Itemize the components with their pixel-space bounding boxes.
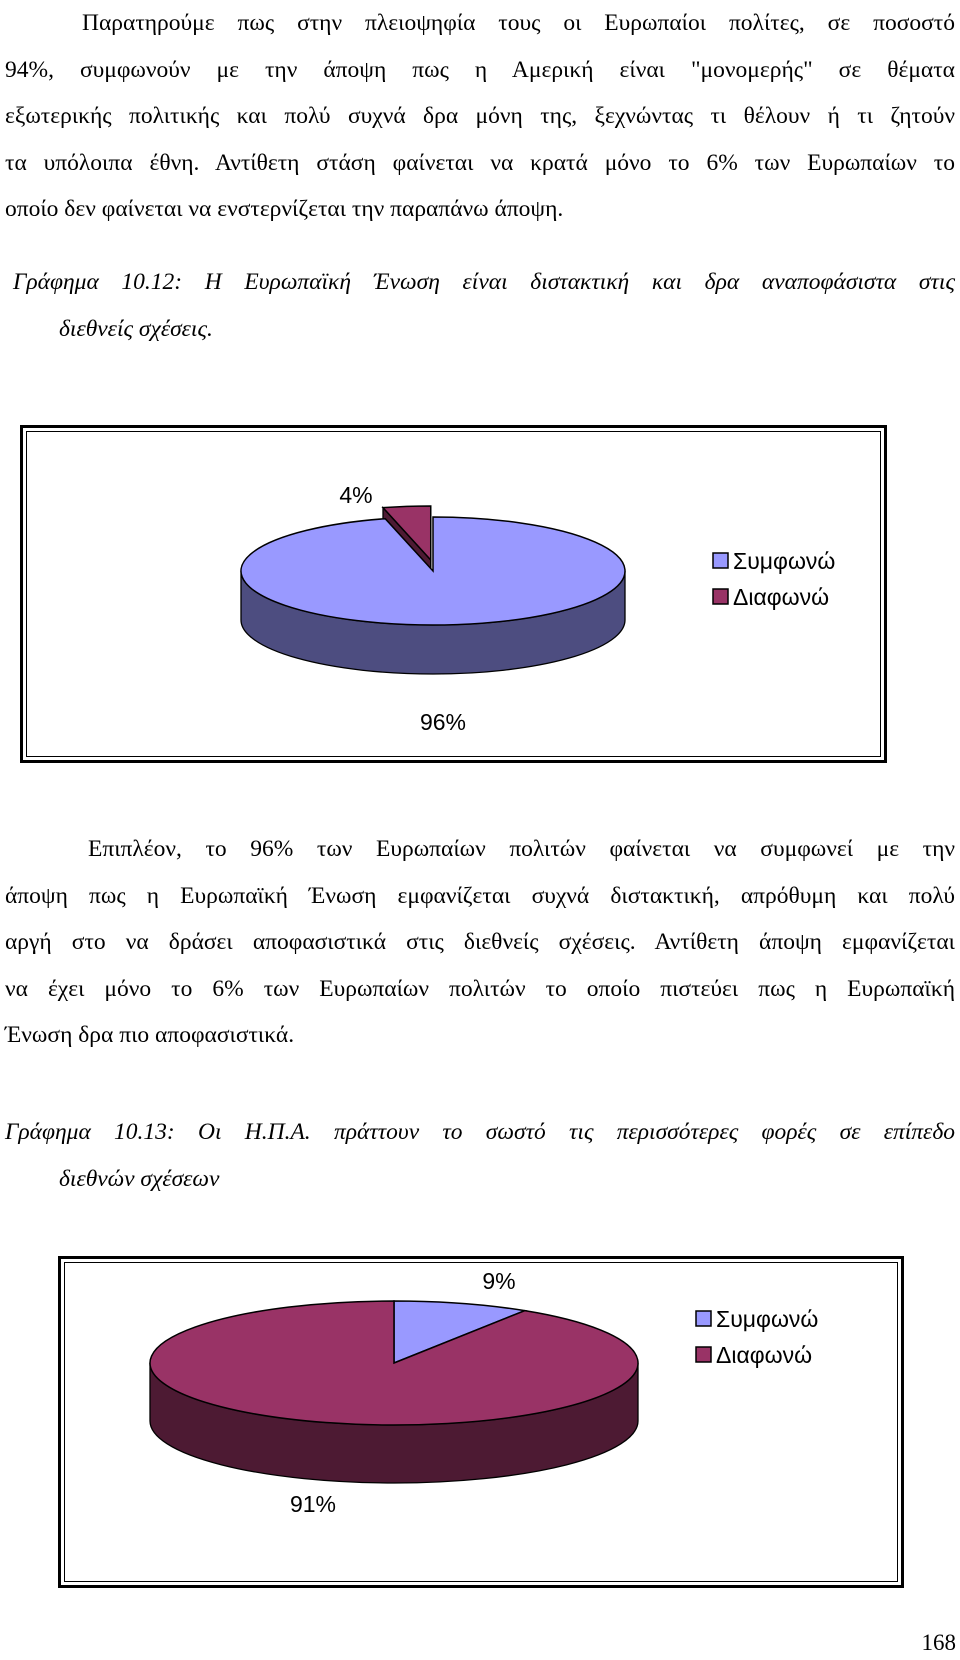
paragraph-line: άποψη πως η Ευρωπαϊκή Ένωση εμφανίζεται συχνά διστακτική, απρόθυμη και πολύ [5, 882, 955, 909]
paragraph-line: να έχει μόνο το 6% των Ευρωπαίων πολιτών το οποίο πιστεύει πως η Ευρωπαϊκή [5, 975, 955, 1002]
paragraph-line: αργή στο να δράσει αποφασιστικά στις διεθνείς σχέσεις. Αντίθετη άποψη εμφανίζεται [5, 929, 955, 955]
legend-swatch-disagree [696, 1347, 711, 1362]
pie-tops [241, 506, 625, 625]
paragraph-line: Παρατηρούμε πως στην πλειοψηφία τους οι Ευρωπαίοι πολίτες, σε ποσοστό [82, 10, 955, 36]
paragraph-line: Επιπλέον, το 96% των Ευρωπαίων πολιτών φαίνεται να συμφωνεί με την [88, 836, 955, 862]
paragraph-2 [5, 826, 955, 1059]
pie-slice-disagree [150, 1301, 638, 1425]
paragraph-line: 94%, συμφωνούν με την άποψη πως η Αμερική είναι "μονομερής" σε θέματα [5, 56, 955, 83]
legend-label-agree: Συμφωνώ [733, 548, 836, 574]
pie-chart-10-12 [20, 425, 887, 763]
legend-label-disagree: Διαφωνώ [733, 584, 830, 610]
caption-line: διεθνών σχέσεων [59, 1166, 220, 1192]
data-label-disagree: 4% [339, 482, 373, 508]
paragraph-line: εξωτερικής πολιτικής και πολύ συχνά δρα μόνη της, ξεχνώντας τι θέλουν ή τι ζητούν [5, 103, 955, 129]
data-label-agree: 96% [419, 709, 467, 735]
page-number: 168 [921, 1630, 956, 1655]
legend-label-agree: Συμφωνώ [716, 1306, 819, 1332]
legend-swatch-disagree [713, 589, 728, 604]
data-label-disagree: 91% [289, 1491, 337, 1517]
legend-label-disagree: Διαφωνώ [716, 1342, 813, 1368]
paragraph-1 [5, 0, 955, 233]
pie-chart-svg [23, 428, 890, 766]
legend-swatch-agree [713, 553, 728, 568]
caption-line: διεθνείς σχέσεις. [59, 316, 213, 342]
caption-line: Γράφημα 10.13: Οι Η.Π.Α. πράττουν το σωστό τις περισσότερες φορές σε επίπεδο [5, 1119, 955, 1145]
data-label-agree: 9% [482, 1268, 516, 1294]
legend-swatch-agree [696, 1311, 711, 1326]
pie-chart-10-13 [58, 1256, 904, 1588]
paragraph-line: Ένωση δρα πιο αποφασιστικά. [5, 1022, 295, 1048]
figure-caption-10-12 [5, 259, 955, 353]
figure-caption-10-13 [5, 1109, 955, 1203]
pie-slice-agree [241, 517, 625, 625]
pie-tops [150, 1301, 638, 1425]
paragraph-line: οποίο δεν φαίνεται να ενστερνίζεται την παραπάνω άποψη. [5, 196, 564, 222]
caption-line: Γράφημα 10.12: Η Ευρωπαϊκή Ένωση είναι διστακτική και δρα αναποφάσιστα στις [13, 269, 955, 295]
pie-chart-svg [61, 1259, 907, 1591]
paragraph-line: τα υπόλοιπα έθνη. Αντίθετη στάση φαίνεται να κρατά μόνο το 6% των Ευρωπαίων το [5, 149, 955, 176]
